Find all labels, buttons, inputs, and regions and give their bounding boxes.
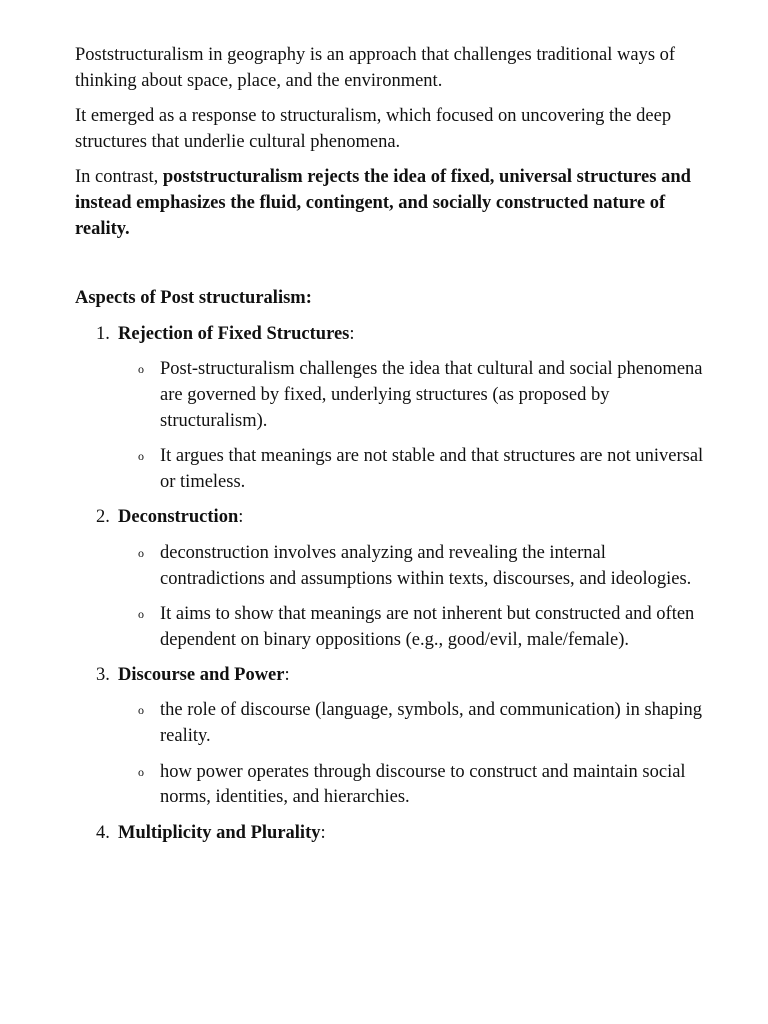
aspect-title-suffix: : bbox=[284, 665, 290, 686]
aspects-list bbox=[75, 322, 715, 847]
aspect-points bbox=[118, 541, 715, 654]
aspect-point-text: how power operates through discourse to construct and maintain social norms, identities, and hierarchies. bbox=[160, 761, 686, 808]
aspect-point bbox=[118, 760, 715, 812]
aspect-number: 2. bbox=[96, 507, 110, 528]
circle-bullet-icon: o bbox=[138, 703, 144, 718]
aspect-points bbox=[118, 698, 715, 811]
aspect-item-rejection bbox=[75, 322, 715, 496]
section-spacer bbox=[75, 252, 715, 286]
circle-bullet-icon: o bbox=[138, 606, 144, 621]
contrast-bold-text: poststructuralism rejects the idea of fixed, universal structures and instead emphasizes the fluid, contingent, and socially constructed nature of reality. bbox=[75, 167, 691, 239]
aspect-title: Deconstruction bbox=[118, 507, 239, 528]
aspect-item-multiplicity bbox=[75, 821, 715, 847]
circle-bullet-icon: o bbox=[138, 449, 144, 464]
aspect-number: 1. bbox=[96, 323, 110, 344]
aspect-item-discourse-power bbox=[75, 663, 715, 811]
aspect-number: 4. bbox=[96, 822, 110, 843]
aspect-number: 3. bbox=[96, 665, 110, 686]
circle-bullet-icon: o bbox=[138, 545, 144, 560]
aspect-title: Discourse and Power bbox=[118, 665, 285, 686]
aspects-heading: Aspects of Post structuralism: bbox=[75, 288, 312, 309]
aspect-title: Multiplicity and Plurality bbox=[118, 822, 321, 843]
contrast-paragraph bbox=[75, 165, 715, 242]
document-page bbox=[75, 43, 715, 856]
aspect-point bbox=[118, 602, 715, 654]
aspect-point-text: the role of discourse (language, symbols, and communication) in shaping reality. bbox=[160, 700, 703, 747]
origin-paragraph: It emerged as a response to structuralism, which focused on uncovering the deep structures that underlie cultural phenomena. bbox=[75, 106, 672, 152]
aspect-title-suffix: : bbox=[320, 822, 326, 843]
intro-paragraph: Poststructuralism in geography is an approach that challenges traditional ways of thinking about space, place, and the environment. bbox=[75, 45, 676, 91]
circle-bullet-icon: o bbox=[138, 362, 144, 377]
aspect-item-deconstruction bbox=[75, 505, 715, 653]
aspect-point bbox=[118, 541, 715, 593]
aspect-title: Rejection of Fixed Structures bbox=[118, 323, 350, 344]
circle-bullet-icon: o bbox=[138, 764, 144, 779]
aspect-point bbox=[118, 444, 715, 496]
aspect-point bbox=[118, 357, 715, 434]
aspect-point-text: deconstruction involves analyzing and revealing the internal contradictions and assumptions within texts, discourses, and ideologies. bbox=[160, 542, 692, 589]
aspect-point-text: It aims to show that meanings are not inherent but constructed and often dependent on binary oppositions (e.g., good/evil, male/female). bbox=[160, 603, 695, 650]
aspect-title-suffix: : bbox=[238, 507, 244, 528]
aspect-point-text: It argues that meanings are not stable and that structures are not universal or timeless. bbox=[160, 446, 704, 492]
aspect-point bbox=[118, 698, 715, 750]
aspect-points bbox=[118, 357, 715, 496]
contrast-lead-text: In contrast, bbox=[75, 167, 163, 188]
aspect-title-suffix: : bbox=[349, 323, 355, 344]
aspect-point-text: Post-structuralism challenges the idea that cultural and social phenomena are governed by fixed, underlying structures (as proposed by structuralism). bbox=[160, 359, 703, 431]
